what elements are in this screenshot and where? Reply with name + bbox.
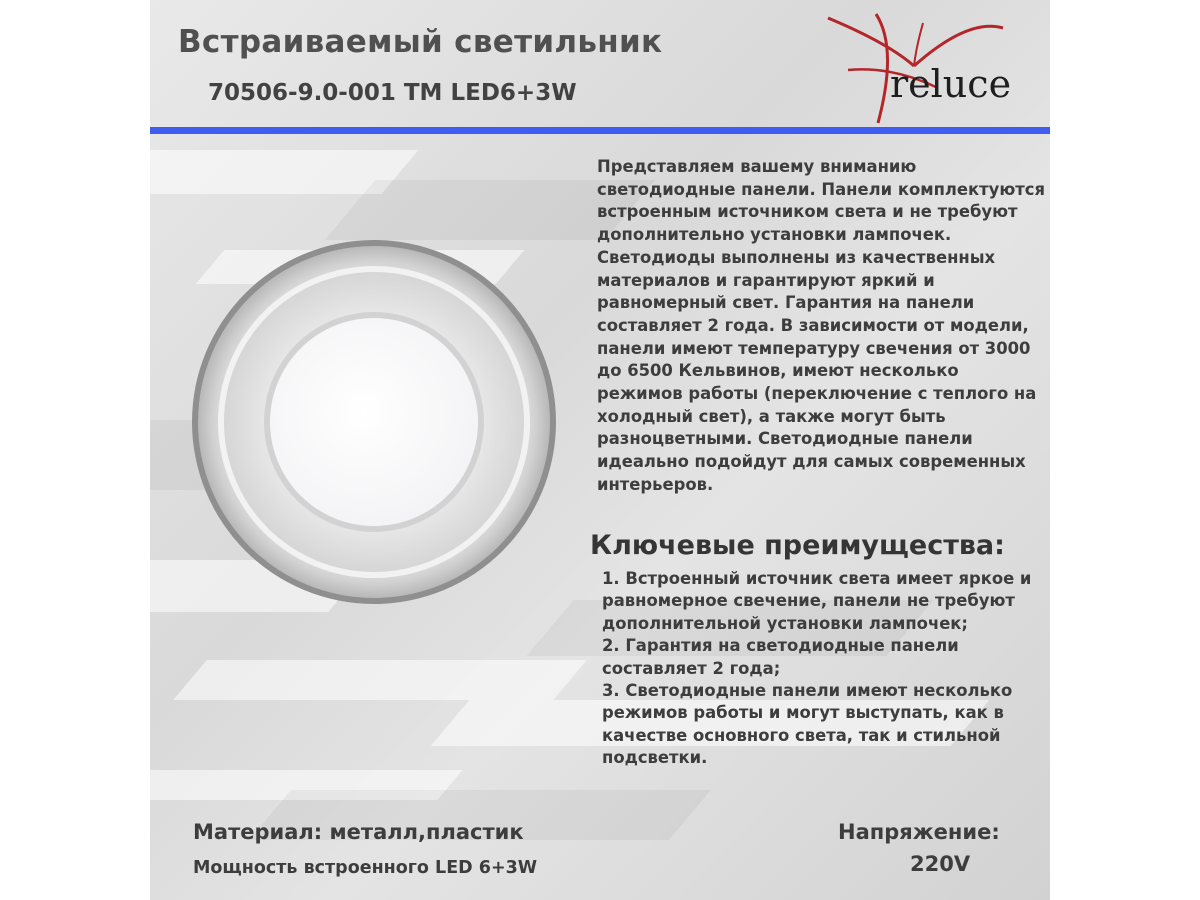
advantage-item: 3. Светодиодные панели имеют несколько режимов работы и могут выступать, как в качестве основного света, так и стильной подсветки. xyxy=(602,681,1013,768)
product-card xyxy=(150,0,1050,900)
logo-text: reluce xyxy=(890,62,1012,106)
led-panel-image xyxy=(190,238,558,606)
advantages-list xyxy=(602,568,1047,770)
product-title: Встраиваемый светильник xyxy=(178,24,663,60)
advantage-item: 2. Гарантия на светодиодные панели составляет 2 года; xyxy=(602,636,959,678)
background-stripe xyxy=(173,660,587,700)
description-text: Представляем вашему вниманию светодиодные панели. Панели комплектуются встроенным источником света и не требуют дополнительно установки лампочек. Светодиоды выполнены из качественных материалов и гарантируют яркий и равномерный свет. Гарантия на панели составляет 2 года. В зависимости от модели, панели имеют температуру свечения от 3000 до 6500 Кельвинов, имеют несколько режимов работы (переключение с теплого на холодный свет), а также могут быть разноцветными. Светодиодные панели идеально подойдут для самых современных интерьеров. xyxy=(597,157,1046,494)
advantages-title: Ключевые преимущества: xyxy=(590,530,1005,561)
spec-power: Мощность встроенного LED 6+3W xyxy=(193,858,538,878)
product-model: 70506-9.0-001 TM LED6+3W xyxy=(208,80,577,106)
spec-voltage-value: 220V xyxy=(910,852,971,876)
product-description xyxy=(597,156,1047,497)
spec-voltage-label: Напряжение: xyxy=(838,820,1000,844)
spec-material: Материал: металл,пластик xyxy=(193,820,524,844)
accent-divider xyxy=(150,127,1050,134)
advantage-item: 1. Встроенный источник света имеет яркое и равномерное свечение, панели не требуют дополнительной установки лампочек; xyxy=(602,569,1032,633)
